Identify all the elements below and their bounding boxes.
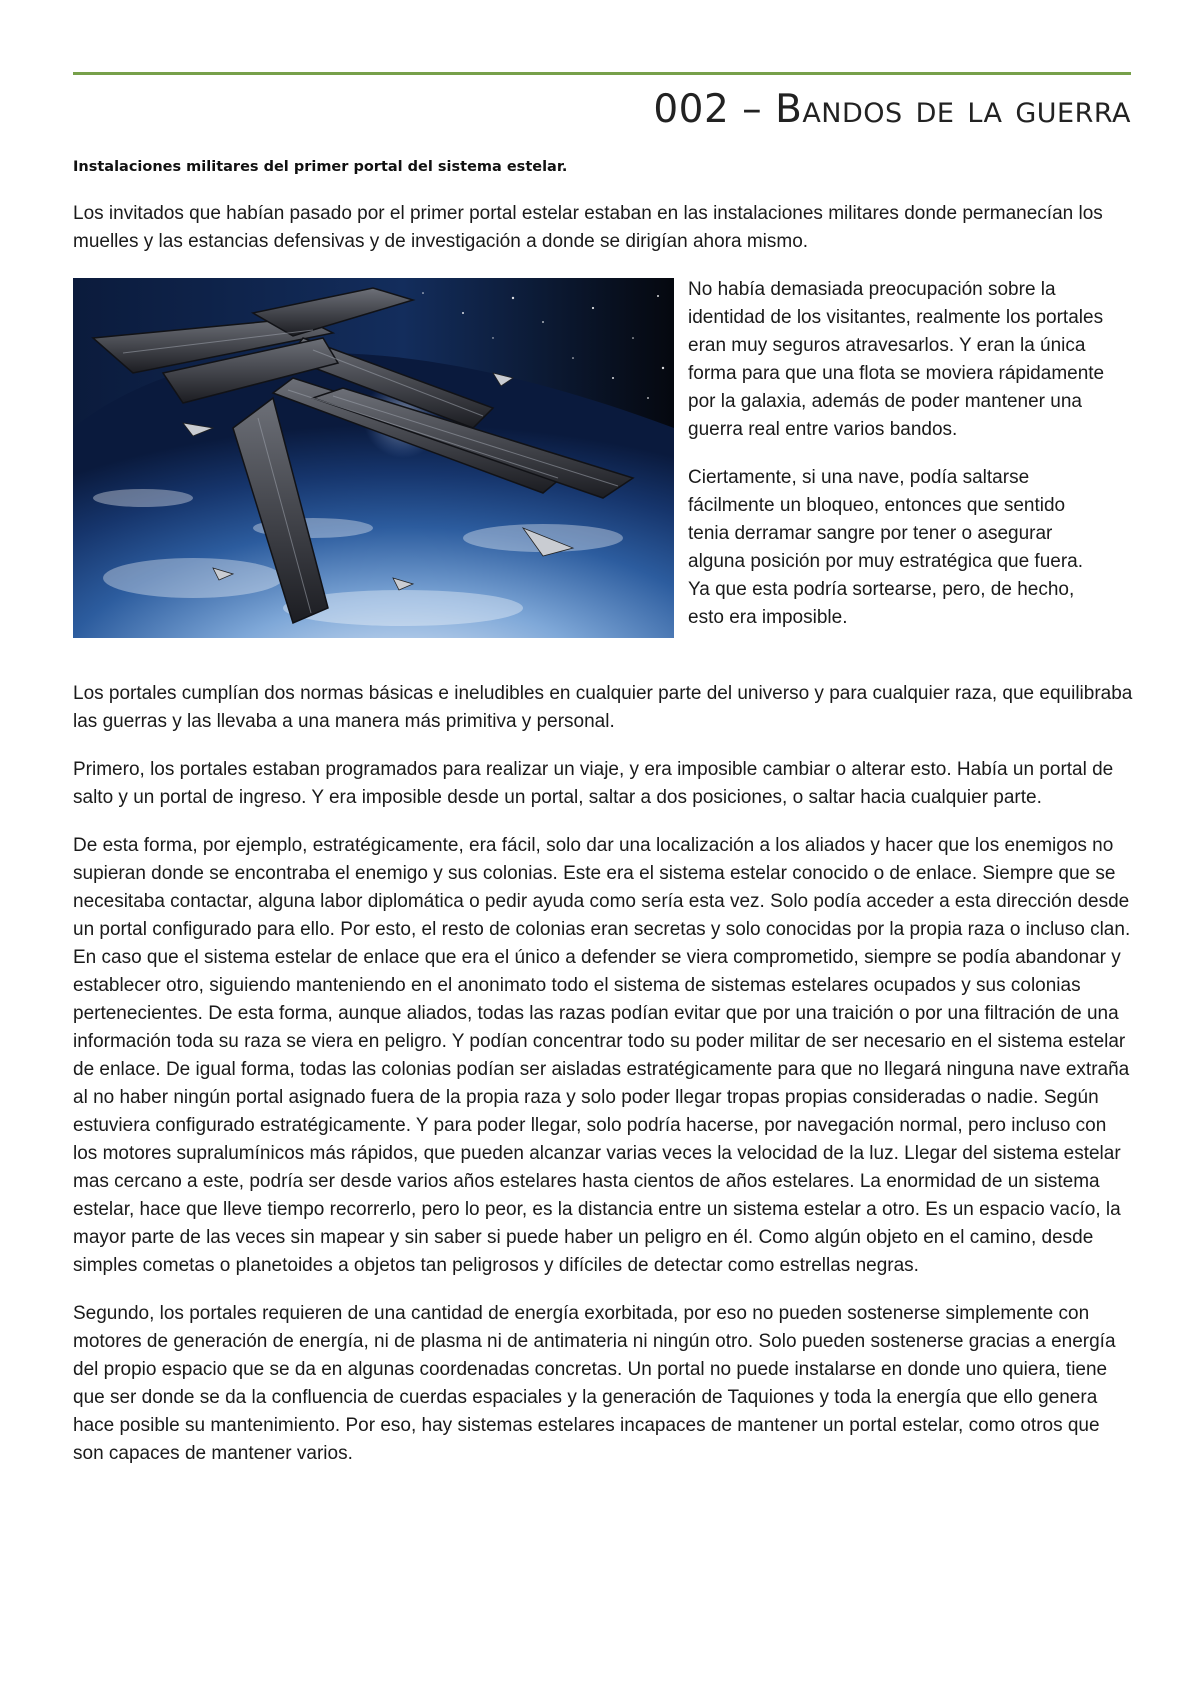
paragraph-visitors: No había demasiada preocupación sobre la identidad de los visitantes, realmente los portales eran muy seguros atravesarlos. Y eran la única forma para que una flota se moviera rápidamente por la galaxia, además de poder mantener una guerra real entre varios bandos.	[688, 279, 1105, 440]
space-station-illustration	[73, 278, 674, 638]
paragraph-strategy: De esta forma, por ejemplo, estratégicamente, era fácil, solo dar una localización a los aliados y hacer que los enemigos no supieran donde se encontraba el enemigo y sus colonias. Este era el sistema estelar conocido o de enlace. Siempre que se necesitaba contactar, alguna labor diplomática o pedir ayuda como sería esta vez. Solo podía acceder a esta dirección desde un portal configurado para ello. Por esto, el resto de colonias eran secretas y solo conocidas por la propia raza o incluso clan. En caso que el sistema estelar de enlace que era el único a defender se viera comprometido, siempre se podía abandonar y establecer otro, siguiendo manteniendo en el anonimato todo el sistema de sistemas estelares ocupados y sus colonias pertenecientes. De esta forma, aunque aliados, todas las razas podían evitar que por una traición o por una filtración de una información toda su raza se viera en peligro. Y podían concentrar todo su poder militar de ser necesario en el sistema estelar de enlace. De igual forma, todas las colonias podían ser aisladas estratégicamente para que no llegará ninguna nave extraña al no haber ningún portal asignado fuera de la propia raza y solo poder llegar tropas propias consideradas o nadie. Según estuviera configurado estratégicamente. Y para poder llegar, solo podría hacerse, por navegación normal, pero incluso con los motores supralumínicos más rápidos, que pueden alcanzar varias veces la velocidad de la luz. Llegar del sistema estelar mas cercano a este, podría ser desde varios años estelares hasta cientos de años estelares. La enormidad de un sistema estelar, hace que lleve tiempo recorrerlo, pero lo peor, es la distancia entre un sistema estelar a otro. Es un espacio vacío, la mayor parte de las veces sin mapear y sin saber si puede haber un peligro en él. Como algún objeto en el camino, desde simples cometas o planetoides a objetos tan peligrosos y difíciles de detectar como estrellas negras.	[73, 835, 1131, 1276]
side-column-text	[688, 276, 1108, 632]
space-station-image	[73, 278, 674, 638]
header-rule	[73, 72, 1131, 75]
paragraph-portal-rules: Los portales cumplían dos normas básicas e ineludibles en cualquier parte del universo y para cualquier raza, que equilibraba las guerras y las llevaba a una manera más primitiva y personal.	[73, 683, 1133, 732]
main-column-text	[73, 680, 1133, 1468]
paragraph-intro: Los invitados que habían pasado por el primer portal estelar estaban en las instalaciones militares donde permanecían los muelles y las estancias defensivas y de investigación a donde se dirigían ahora mismo.	[73, 203, 1103, 252]
paragraph-blockade: Ciertamente, si una nave, podía saltarse fácilmente un bloqueo, entonces que sentido tenia derramar sangre por tener o asegurar alguna posición por muy estratégica que fuera. Ya que esta podría sortearse, pero, de hecho, esto era imposible.	[688, 467, 1084, 628]
paragraph-second-rule: Segundo, los portales requieren de una cantidad de energía exorbitada, por eso no pueden sostenerse simplemente con motores de generación de energía, ni de plasma ni de antimateria ni ningún otro. Solo pueden sostenerse gracias a energía del propio espacio que se da en algunas coordenadas concretas. Un portal no puede instalarse en donde uno quiera, tiene que ser donde se da la confluencia de cuerdas espaciales y la generación de Taquiones y toda la energía que ello genera hace posible su mantenimiento. Por eso, hay sistemas estelares incapaces de mantener un portal estelar, como otros que son capaces de mantener varios.	[73, 1303, 1116, 1464]
chapter-title: 002 – Bandos de la guerra	[653, 87, 1131, 132]
paragraph-first-rule: Primero, los portales estaban programados para realizar un viaje, y era imposible cambiar o alterar esto. Había un portal de salto y un portal de ingreso. Y era imposible desde un portal, saltar a dos posiciones, o saltar hacia cualquier parte.	[73, 759, 1114, 808]
section-subtitle: Instalaciones militares del primer portal del sistema estelar.	[73, 159, 568, 175]
